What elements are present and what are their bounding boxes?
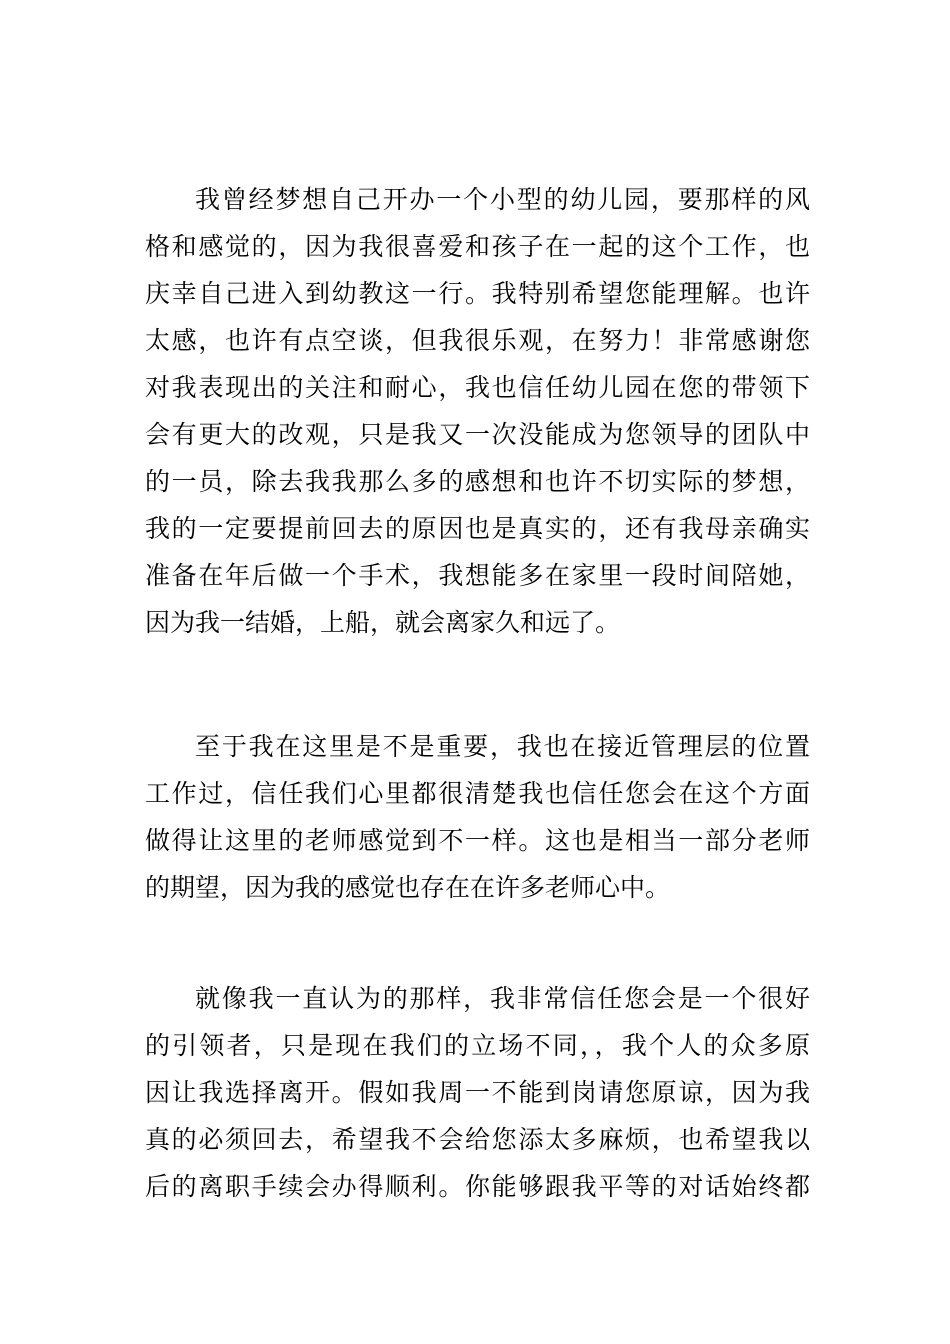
paragraph-line: 我的一定要提前回去的原因也是真实的，还有我母亲确实 [145, 514, 810, 543]
paragraph-line: 工作过，信任我们心里都很清楚我也信任您会在这个方面 [145, 779, 810, 808]
paragraph-line: 就像我一直认为的那样，我非常信任您会是一个很好 [195, 984, 810, 1013]
paragraph-line: 至于我在这里是不是重要，我也在接近管理层的位置 [195, 732, 810, 761]
paragraph-line: 做得让这里的老师感觉到不一样。这也是相当一部分老师 [145, 826, 810, 855]
paragraph-line: 的一员，除去我我那么多的感想和也许不切实际的梦想， [145, 467, 810, 496]
paragraph-line: 庆幸自己进入到幼教这一行。我特别希望您能理解。也许 [145, 279, 810, 308]
paragraph-line: 太感，也许有点空谈，但我很乐观，在努力！非常感谢您 [145, 326, 810, 355]
paragraph-line: 后的离职手续会办得顺利。你能够跟我平等的对话始终都 [145, 1172, 810, 1201]
paragraph-line: 我曾经梦想自己开办一个小型的幼儿园，要那样的风 [195, 185, 810, 214]
paragraph-line: 因让我选择离开。假如我周一不能到岗请您原谅，因为我 [145, 1078, 810, 1107]
paragraph-line: 真的必须回去，希望我不会给您添太多麻烦，也希望我以 [145, 1125, 810, 1154]
paragraph-line: 准备在年后做一个手术，我想能多在家里一段时间陪她， [145, 561, 810, 590]
paragraph-line: 因为我一结婚，上船，就会离家久和远了。 [145, 608, 621, 637]
paragraph-2 [145, 723, 810, 911]
paragraph-line: 的引领者，只是现在我们的立场不同，，我个人的众多原 [145, 1031, 810, 1060]
paragraph-line: 的期望，因为我的感觉也存在在许多老师心中。 [145, 873, 671, 902]
paragraph-1 [145, 176, 810, 646]
paragraph-3 [145, 975, 810, 1210]
paragraph-line: 格和感觉的，因为我很喜爱和孩子在一起的这个工作，也 [145, 232, 810, 261]
paragraph-line: 会有更大的改观，只是我又一次没能成为您领导的团队中 [145, 420, 810, 449]
paragraph-line: 对我表现出的关注和耐心，我也信任幼儿园在您的带领下 [145, 373, 810, 402]
